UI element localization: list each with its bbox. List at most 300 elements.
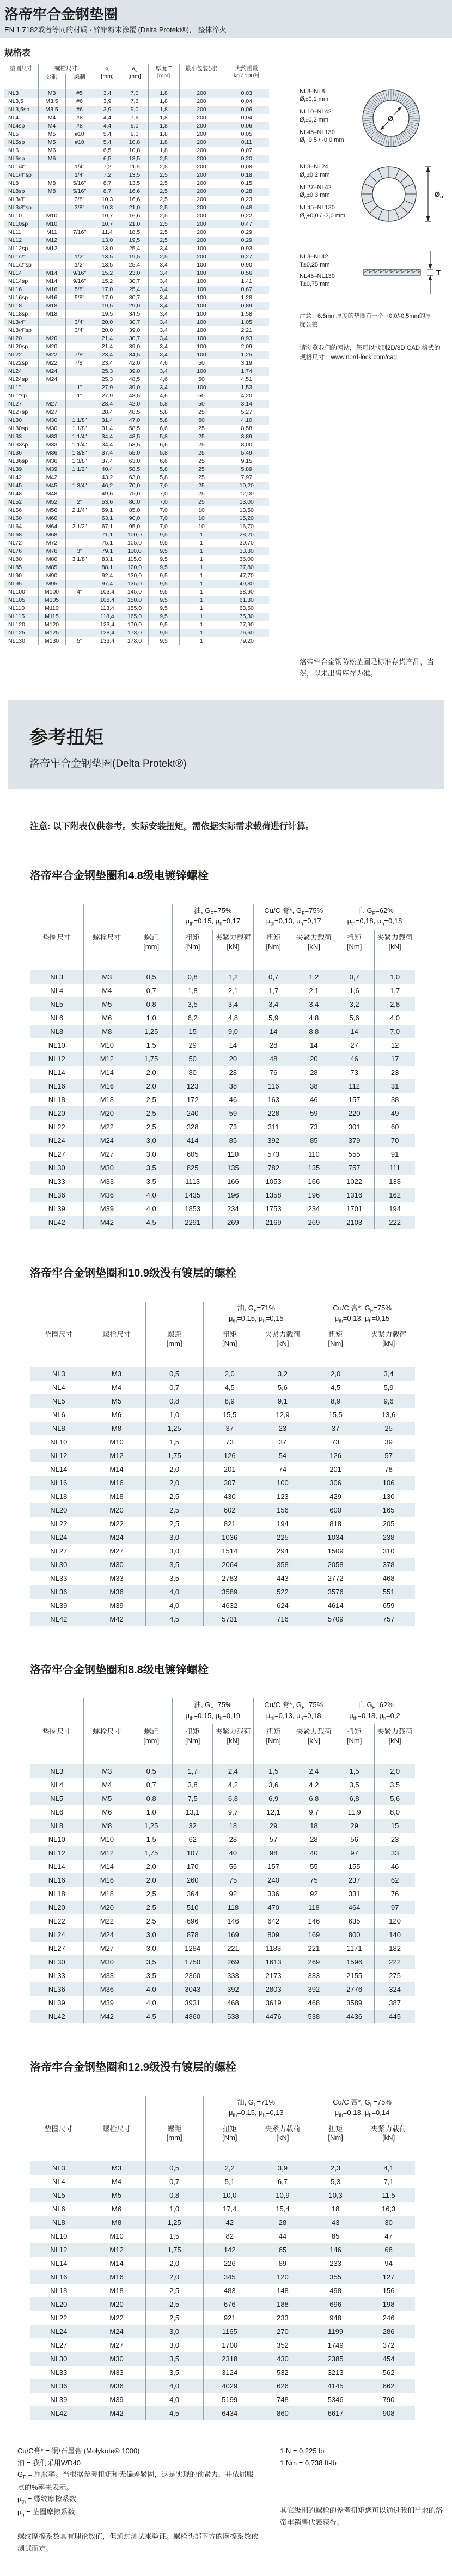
cell: 68 (384, 2246, 393, 2254)
cell: NL39 (30, 1202, 84, 1216)
cell: 3,2 (256, 1367, 309, 1381)
cell: M56 (38, 506, 65, 515)
cell (65, 629, 94, 637)
cell: 47 (384, 2232, 393, 2241)
cell: 3,4 (148, 351, 179, 359)
cell: 4,0 (145, 2393, 203, 2406)
cell: 1,2 (294, 970, 334, 984)
cell: 113,4 (94, 604, 121, 613)
cell: 430 (256, 2352, 309, 2366)
cell: 50 (179, 359, 224, 367)
table-row (30, 2243, 415, 2257)
cell: 9,5 (148, 547, 179, 555)
table-row (30, 1860, 415, 1873)
cell: 1 (179, 564, 224, 572)
cell: 77,90 (239, 621, 254, 628)
cell: M42 (88, 1612, 145, 1626)
cell: 1596 (334, 1955, 375, 1969)
torque-table-head (30, 2096, 415, 2162)
cell: M30 (38, 416, 65, 425)
washer-thickness-diagram (361, 247, 447, 298)
cell: NL3 (30, 1764, 84, 1778)
cell: 1700 (203, 2338, 256, 2352)
cell (38, 384, 65, 392)
cell: 25 (179, 490, 224, 498)
cell: 5,8 (148, 408, 179, 416)
cell: 3,0 (145, 1531, 203, 1544)
cell: NL24sp (4, 376, 38, 384)
table-row (4, 490, 269, 498)
cell: 6434 (203, 2406, 256, 2420)
cell: 12,00 (239, 491, 254, 498)
cell: 3,5 (145, 2352, 203, 2366)
cell: 170,0 (121, 621, 148, 629)
cell: M6 (38, 155, 65, 163)
cell: 234 (213, 1202, 253, 1216)
cell: #8 (65, 114, 94, 122)
torque-table-section-grade-4-8 (30, 867, 452, 1229)
cell: NL8 (30, 1819, 84, 1833)
cell: M33 (88, 1571, 145, 1585)
cell: NL39 (4, 465, 38, 474)
torque-table-body (30, 1367, 415, 1626)
cell: 11,9 (334, 1805, 375, 1819)
table-row (30, 1175, 415, 1188)
cell: 25 (179, 408, 224, 416)
cell: 200 (179, 204, 224, 212)
cell: 196 (213, 1188, 253, 1202)
cell: 200 (179, 220, 224, 228)
cell: 2169 (253, 1216, 294, 1229)
cell: 9,5 (148, 588, 179, 596)
tolerance-range: NL10–NL42 (300, 108, 332, 116)
cell: NL95 (4, 580, 38, 588)
cell: 20,0 (94, 318, 121, 326)
torque-table-section-grade-12-9 (30, 2058, 452, 2421)
cell: 4,10 (241, 417, 252, 424)
cell: NL6 (30, 2202, 88, 2216)
cell: 100 (179, 310, 224, 318)
cell: NL80 (4, 555, 38, 564)
cell: 1284 (173, 1942, 213, 1955)
cell: 12,1 (253, 1805, 294, 1819)
cell: 40,4 (94, 465, 121, 474)
cell: 30 (384, 2218, 393, 2227)
cell: 222 (389, 1957, 401, 1966)
cell: 70 (390, 1136, 399, 1145)
cell: 65 (256, 2243, 309, 2257)
cell: M22 (88, 2311, 145, 2325)
cell: NL3/4"sp (4, 326, 38, 335)
cell: 1 (179, 580, 224, 588)
cell: 38 (390, 1095, 399, 1104)
cell: NL12sp (4, 245, 38, 253)
cell: 696 (309, 2297, 362, 2311)
table-row (30, 1490, 415, 1503)
col-header-weight: 大约重量 kg / 100对 (233, 65, 260, 80)
cell: M33 (84, 1175, 130, 1188)
cell: NL18 (30, 1490, 88, 1503)
cell: 9,0 (121, 122, 148, 130)
cell: M39 (88, 1599, 145, 1612)
table-row (4, 179, 269, 188)
cell: 2,2 (203, 2161, 256, 2175)
cell: 163 (253, 1093, 294, 1106)
cell: 9,7 (294, 1805, 334, 1819)
cell: NL105 (4, 596, 38, 604)
col-header-bolt-size: 螺栓尺寸 (88, 1327, 145, 1367)
cell: 9,5 (148, 604, 179, 613)
condition-group-header: 干, $G_F=62\%$ $\mu_{th}=0,18$, $\mu_h=0,2$ (349, 1701, 400, 1721)
col-header-bolt-size: 螺栓尺寸 (84, 930, 130, 970)
cell: 58,5 (121, 465, 148, 474)
cell: 240 (173, 1106, 213, 1120)
cell: 4632 (203, 1599, 256, 1612)
cell (65, 474, 94, 482)
cell: M36 (88, 2379, 145, 2393)
cell: M3,5 (38, 98, 65, 106)
cell: NL30sp (4, 425, 38, 433)
cell: 148 (256, 2284, 309, 2297)
cell: NL1/2" (4, 253, 38, 261)
cell: 3/4" (65, 318, 94, 326)
cell: 5/8" (65, 286, 94, 294)
cell: 2,5 (130, 1914, 173, 1928)
cell: 63,0 (121, 457, 148, 465)
cell: 34,4 (94, 441, 121, 449)
cell: 757 (334, 1161, 375, 1175)
cell: 3,4 (94, 89, 121, 98)
cell: 3576 (309, 1585, 362, 1599)
cell: 40 (213, 1846, 253, 1860)
cell: NL42 (30, 2010, 84, 2023)
cell: M33 (84, 1969, 130, 1982)
cell: 9/16" (65, 277, 94, 286)
col-header-washer-size: 垫圈尺寸 (30, 1327, 88, 1367)
cell: NL5 (30, 1792, 84, 1805)
cell: 3,4 (148, 302, 179, 310)
cell: NL8sp (4, 188, 38, 196)
cell: 1,5 (145, 1435, 203, 1449)
table-row (4, 359, 269, 367)
cell (38, 196, 65, 204)
table-row (30, 1887, 415, 1901)
cell: 1,74 (241, 368, 252, 375)
cell: 57 (253, 1833, 294, 1846)
cell: 3,4 (148, 343, 179, 351)
cell: 55 (294, 1860, 334, 1873)
cell: 17,4 (203, 2202, 256, 2216)
cell: 75 (294, 1873, 334, 1887)
table-row (30, 2270, 415, 2284)
cad-note: 请浏览我们的网站，您可以找到2D/3D CAD 格式的规格尺寸：www.nord-lock.com/cad (300, 344, 441, 361)
cell: 7,0 (148, 498, 179, 506)
cell: 97 (334, 1846, 375, 1860)
cell: 0,04 (241, 114, 252, 122)
cell: 3589 (203, 1585, 256, 1599)
cell: 5/8" (65, 294, 94, 302)
table-row (30, 2311, 415, 2325)
cell: 1,0 (145, 2202, 203, 2216)
cell: 0,8 (130, 1792, 173, 1805)
cell: 14 (334, 1025, 375, 1038)
cell: 25 (384, 1424, 393, 1433)
col-header-clamp-load: 夹紧力载荷 [kN] (371, 1330, 407, 1348)
cell: M3 (84, 970, 130, 984)
cell: 127 (382, 2273, 395, 2282)
cell: M3,5 (38, 106, 65, 114)
cell: NL3,5 (4, 98, 38, 106)
table-row (4, 228, 269, 237)
stock-note: 洛帝牢合金钢防松垫圈是标准存货产品，当然，以未出售库存为准。 (300, 658, 435, 678)
cell: 1 (179, 555, 224, 564)
cell: 3,4 (148, 326, 179, 335)
cell: 11,5 (121, 163, 148, 171)
table-row (30, 2379, 415, 2393)
cell: 165 (382, 1506, 395, 1515)
table-row (30, 1585, 415, 1599)
cell: 4029 (203, 2379, 256, 2393)
tolerance-value: T±0,25 mm (300, 261, 330, 268)
cell: 100,0 (121, 531, 148, 539)
condition-group-header: 干, $G_F=62\%$ $\mu_{th}=0,18$, $\mu_h=0,18$ (347, 906, 402, 927)
cell: 50 (179, 376, 224, 384)
cell: M16 (88, 2270, 145, 2284)
cell: 9,5 (148, 531, 179, 539)
cell: 3,5 (145, 2366, 203, 2379)
cell: 8,00 (241, 442, 252, 449)
table-row (30, 2216, 415, 2229)
table-row (30, 1367, 415, 1381)
cell: 3,5 (130, 1175, 173, 1188)
cell: 33,30 (239, 548, 254, 555)
cell: 200 (179, 155, 224, 163)
torque-table (30, 1698, 415, 2023)
cell: 676 (203, 2297, 256, 2311)
cell: 108,4 (94, 596, 121, 604)
cell: NL6 (30, 1011, 84, 1025)
cell: NL22sp (4, 359, 38, 367)
cell: 156 (382, 2287, 395, 2295)
cell: 1,75 (145, 1449, 203, 1462)
table-row (30, 1531, 415, 1544)
cell: 37,80 (239, 564, 254, 571)
cell: 5,9 (253, 1011, 294, 1025)
table-row (4, 523, 269, 531)
cell: 37,4 (94, 449, 121, 457)
cell: NL68 (4, 531, 38, 539)
table-row (30, 1805, 415, 1819)
cell: 1613 (253, 1955, 294, 1969)
cell: 3619 (253, 1996, 294, 2010)
cell: 1750 (173, 1955, 213, 1969)
cell: 0,8 (145, 2188, 203, 2202)
cell: 0,47 (241, 221, 252, 228)
cell: M24 (38, 376, 65, 384)
cell: 275 (389, 1971, 401, 1980)
thickness-tolerance-labels (300, 253, 361, 292)
cell: 200 (179, 130, 224, 138)
cell: 28 (294, 1066, 334, 1079)
cell: 6,6 (148, 457, 179, 465)
outer-diameter-tolerance-block (300, 163, 452, 224)
cell: 5,27 (241, 409, 252, 416)
cell: 10 (179, 523, 224, 531)
cell (65, 580, 94, 588)
cell: 6,5 (94, 147, 121, 155)
table-row (30, 1833, 415, 1846)
cell: 2360 (173, 1969, 213, 1982)
cell: 34,5 (121, 351, 148, 359)
cell: NL27 (30, 2338, 88, 2352)
cell: NL18sp (4, 310, 38, 318)
cell: M14 (84, 1066, 130, 1079)
table-row (4, 400, 269, 408)
cell: 6617 (309, 2406, 362, 2420)
cell: 269 (213, 1955, 253, 1969)
spacer-cell (130, 1698, 173, 1724)
cell: 1 1/4" (65, 433, 94, 441)
cell: 30,7 (121, 318, 148, 326)
table-row (30, 1558, 415, 1571)
cell: 194 (389, 1204, 401, 1213)
cell: 120 (389, 1916, 401, 1925)
condition-group-header: Cu/C 膏*, $G_F=75\%$ $\mu_{th}=0,13$, $\mu_h=0,18$ (253, 1698, 334, 1724)
cell: 3,4 (148, 269, 179, 277)
cell: 483 (203, 2284, 256, 2297)
cell: 1183 (253, 1942, 294, 1955)
cell: 372 (382, 2341, 395, 2350)
cell: 0,15 (241, 180, 252, 187)
cell: 2,5 (130, 1887, 173, 1901)
cell: #6 (65, 98, 94, 106)
cell: NL14sp (4, 277, 38, 286)
cell (38, 392, 65, 400)
cell: 79,1 (94, 547, 121, 555)
cell: M5 (84, 1792, 130, 1805)
cell: 468 (382, 1574, 395, 1583)
cell: NL5sp (4, 138, 38, 147)
col-header-bolt-size: 螺栓尺寸 (88, 2121, 145, 2162)
table-row (30, 2175, 415, 2188)
cell: 118 (213, 1901, 253, 1914)
cell: M20 (84, 1106, 130, 1120)
cell: 100 (179, 318, 224, 326)
cell: 2,8 (390, 1000, 400, 1008)
cell: 53,6 (94, 498, 121, 506)
cell: 1,8 (148, 130, 179, 138)
table-row (4, 384, 269, 392)
table-row (4, 89, 269, 98)
cell: 1,5 (130, 1038, 173, 1052)
table-row (30, 1544, 415, 1558)
cell: NL5 (30, 997, 84, 1011)
cell: 48,5 (121, 433, 148, 441)
col-header-clamp-load: 夹紧力载荷 [kN] (294, 930, 334, 970)
cell: 333 (213, 1969, 253, 1982)
cell: 13,50 (239, 507, 254, 514)
cell: 355 (309, 2270, 362, 2284)
cell: M20 (38, 343, 65, 351)
cell: 306 (309, 1476, 362, 1490)
cell: 9,6 (383, 1397, 394, 1406)
cell: 126 (309, 1449, 362, 1462)
cell: NL20 (30, 1901, 84, 1914)
cell: 128,4 (94, 629, 121, 637)
cell: 10 (179, 506, 224, 515)
cell: 1,8 (148, 106, 179, 114)
cell: 92 (213, 1887, 253, 1901)
cell: 3,5 (173, 997, 213, 1011)
cell: 2,5 (145, 1517, 203, 1531)
cell: 3,6 (253, 1778, 294, 1792)
cell: 0,7 (130, 984, 173, 997)
cell: NL36 (30, 1585, 88, 1599)
cell: NL39 (30, 2393, 88, 2406)
cell: 825 (173, 1161, 213, 1175)
tolerance-value: $Ø_o+0,0 / -2,0$ mm (300, 212, 346, 220)
table-row (4, 367, 269, 376)
cell: NL110 (4, 604, 38, 613)
tolerance-value: $Ø_i+0,5 / -0,0$ mm (300, 137, 344, 145)
cell: 364 (173, 1887, 213, 1901)
cell: NL42 (30, 2406, 88, 2420)
cell: 1316 (334, 1188, 375, 1202)
cell: M130 (38, 637, 65, 645)
torque-banner-title: 参考扭矩 (29, 727, 103, 748)
cell: 10,7 (94, 212, 121, 220)
cell: 4,5 (130, 1216, 173, 1229)
cell: 4,5 (203, 1381, 256, 1394)
cell: 94 (384, 2259, 393, 2268)
table-row (4, 580, 269, 588)
col-header-clamp-load: 夹紧力载荷 [kN] (294, 1724, 334, 1764)
torque-table-section-grade-8-8 (30, 1661, 452, 2023)
cell (65, 613, 94, 621)
cell: M3 (38, 89, 65, 98)
cell: M64 (38, 523, 65, 531)
cell: 89 (256, 2257, 309, 2270)
tolerance-range: NL45–NL130 (300, 204, 335, 211)
col-header-min-package: 最小包装(对) (179, 64, 224, 89)
cell: 1753 (253, 1202, 294, 1216)
cell: 133,4 (94, 637, 121, 645)
cell: NL76 (4, 547, 38, 555)
cell: 13,1 (173, 1805, 213, 1819)
cell: 165,0 (121, 613, 148, 621)
cell: 3/8" (65, 204, 94, 212)
spec-heading: 规格表 (4, 49, 31, 58)
cell: 821 (203, 1517, 256, 1531)
cell: 2103 (334, 1216, 375, 1229)
cell: 9,5 (148, 613, 179, 621)
cell: M39 (88, 2393, 145, 2406)
cell: 140 (389, 1930, 401, 1939)
table-row (30, 1462, 415, 1476)
cell: 246 (382, 2314, 395, 2323)
cell: 1,53 (241, 384, 252, 391)
col-header-washer-size: 垫圈尺寸 (30, 930, 84, 970)
cell: 25 (179, 465, 224, 474)
cell (65, 335, 94, 343)
cell: NL30 (30, 1955, 84, 1969)
cell: 5/16" (65, 188, 94, 196)
cell: M12 (38, 245, 65, 253)
cell: M10 (38, 212, 65, 220)
cell: 25 (179, 474, 224, 482)
cell: 200 (179, 138, 224, 147)
cell: 42,0 (121, 400, 148, 408)
